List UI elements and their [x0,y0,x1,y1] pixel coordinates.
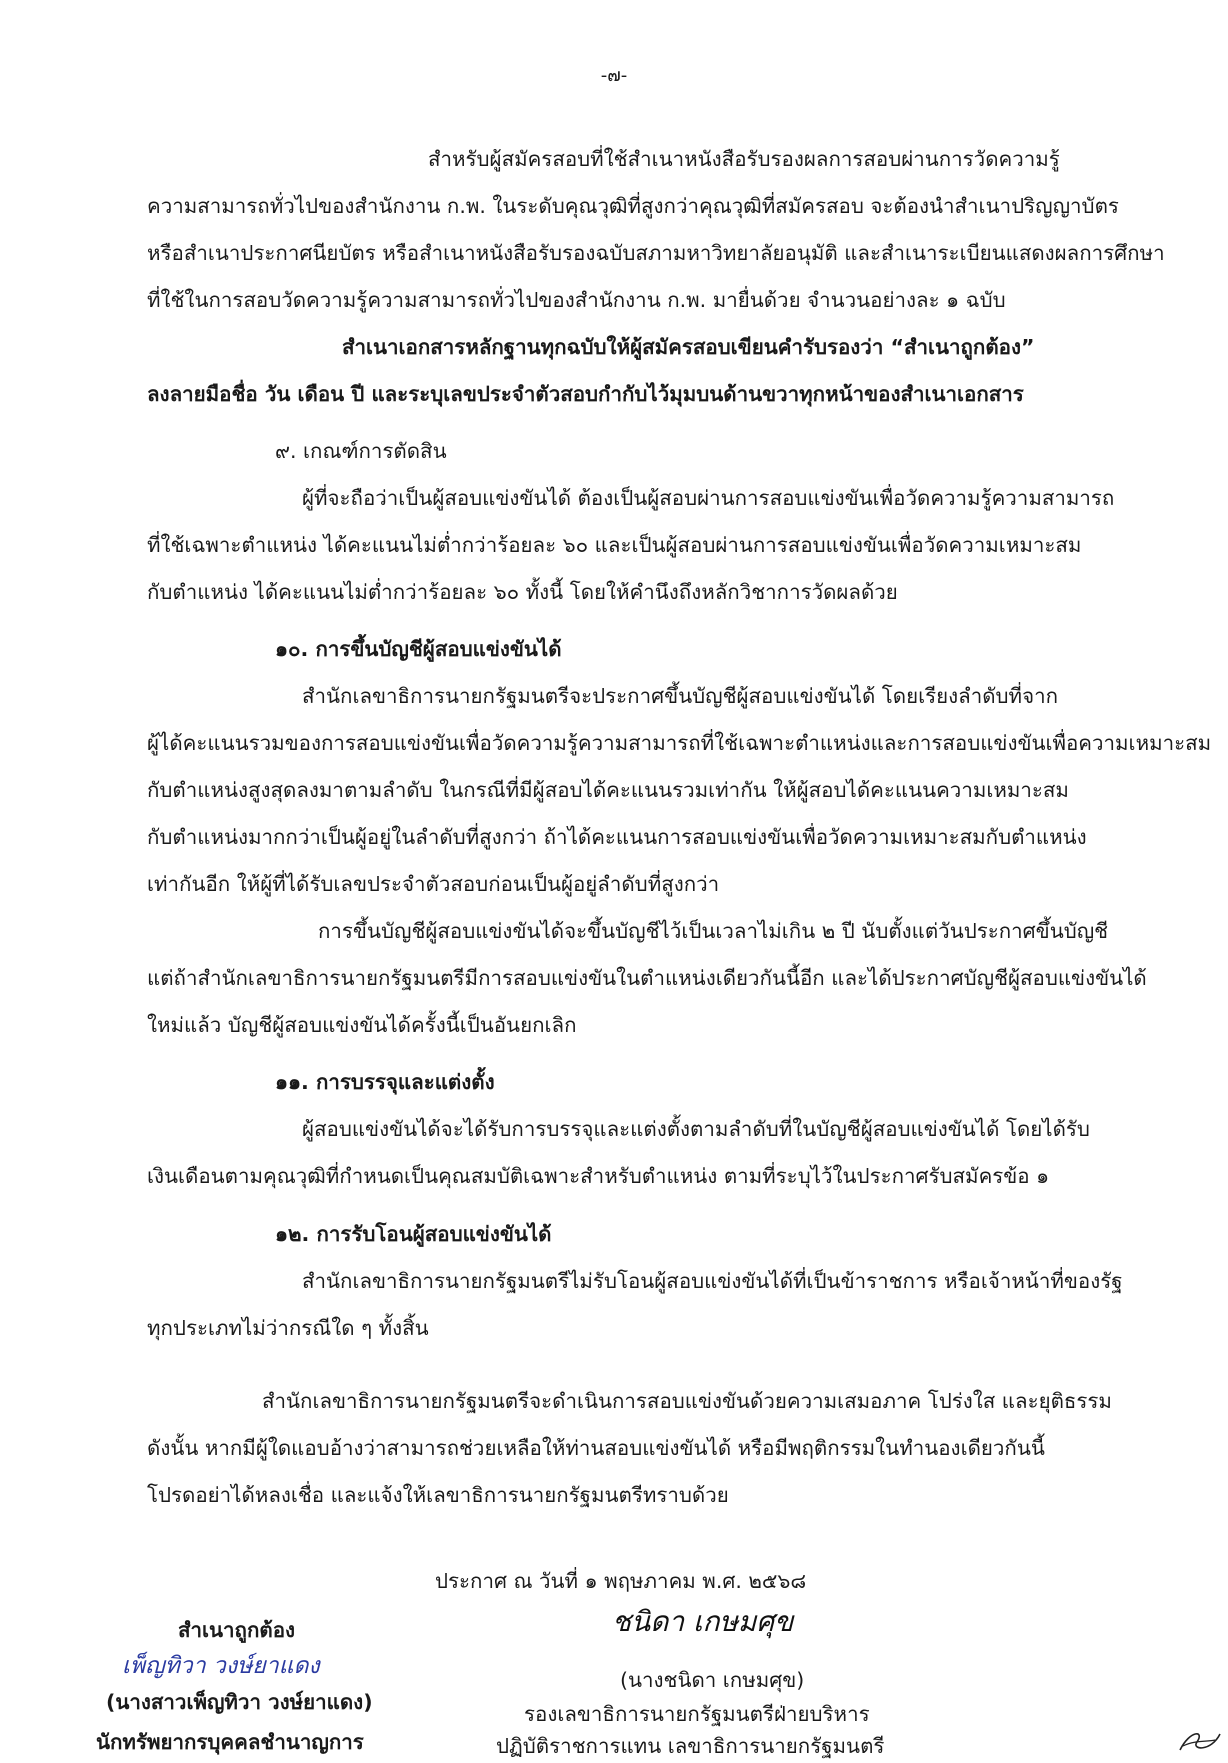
section11-heading: ๑๑. การบรรจุและแต่งตั้ง [275,1070,495,1094]
signatory-position-1: รองเลขาธิการนายกรัฐมนตรีฝ่ายบริหาร [524,1702,870,1726]
section10-heading: ๑๐. การขึ้นบัญชีผู้สอบแข่งขันได้ [275,637,562,661]
certified-copy-signature: เพ็ญทิวา วงษ์ยาแดง [122,1653,320,1679]
closing-line-3: โปรดอย่าได้หลงเชื่อ และแจ้งให้เลขาธิการนายกรัฐมนตรีทราบด้วย [147,1483,729,1507]
section9-line-2: ที่ใช้เฉพาะตำแหน่ง ได้คะแนนไม่ต่ำกว่าร้อยละ ๖๐ และเป็นผู้สอบผ่านการสอบแข่งขันเพื่อวัดความเหมาะสม [147,533,1082,557]
page-number: -๗- [600,65,628,86]
certify-line-2: ลงลายมือชื่อ วัน เดือน ปี และระบุเลขประจำตัวสอบกำกับไว้มุมบนด้านขวาทุกหน้าของสำเนาเอกสาร [147,382,1024,406]
section10-p1-line-2: ผู้ได้คะแนนรวมของการสอบแข่งขันเพื่อวัดความรู้ความสามารถที่ใช้เฉพาะตำแหน่งและการสอบแข่งขันเพื่อความเหมาะสม [147,731,1212,755]
signatory-signature: ชนิดา เกษมศุข [612,1605,794,1638]
certify-line-1: สำเนาเอกสารหลักฐานทุกฉบับให้ผู้สมัครสอบเขียนคำรับรองว่า “สำเนาถูกต้อง” [342,335,1035,359]
section10-p2-line-3: ใหม่แล้ว บัญชีผู้สอบแข่งขันได้ครั้งนี้เป็นอันยกเลิก [147,1013,577,1037]
intro-line-2: ความสามารถทั่วไปของสำนักงาน ก.พ. ในระดับคุณวุฒิที่สูงกว่าคุณวุฒิที่สมัครสอบ จะต้องนำสำเนาปริญญาบัตร [147,194,1119,218]
section10-p2-line-2: แต่ถ้าสำนักเลขาธิการนายกรัฐมนตรีมีการสอบแข่งขันในตำแหน่งเดียวกันนี้อีก และได้ประกาศบัญชีผู้สอบแข่งขันได้ [147,966,1147,990]
section9-heading: ๙. เกณฑ์การตัดสิน [275,439,447,463]
announcement-date: ประกาศ ณ วันที่ ๑ พฤษภาคม พ.ศ. ๒๕๖๘ [435,1569,807,1593]
intro-line-3: หรือสำเนาประกาศนียบัตร หรือสำเนาหนังสือรับรองฉบับสภามหาวิทยาลัยอนุมัติ และสำเนาระเบียนแสดงผลการศึกษา [147,241,1165,265]
section12-line-2: ทุกประเภทไม่ว่ากรณีใด ๆ ทั้งสิ้น [147,1316,429,1340]
section10-p1-line-4: กับตำแหน่งมากกว่าเป็นผู้อยู่ในลำดับที่สูงกว่า ถ้าได้คะแนนการสอบแข่งขันเพื่อวัดความเหมาะสมกับตำแหน่ง [147,825,1087,849]
signatory-name: (นางชนิดา เกษมศุข) [620,1668,805,1692]
section10-p2-line-1: การขึ้นบัญชีผู้สอบแข่งขันได้จะขึ้นบัญชีไว้เป็นเวลาไม่เกิน ๒ ปี นับตั้งแต่วันประกาศขึ้นบัญชี [318,919,1109,943]
section10-p1-line-1: สำนักเลขาธิการนายกรัฐมนตรีจะประกาศขึ้นบัญชีผู้สอบแข่งขันได้ โดยเรียงลำดับที่จาก [302,684,1058,708]
certified-copy-label: สำเนาถูกต้อง [178,1618,296,1642]
initials-mark-icon [1175,1728,1225,1756]
closing-line-2: ดังนั้น หากมีผู้ใดแอบอ้างว่าสามารถช่วยเหลือให้ท่านสอบแข่งขันได้ หรือมีพฤติกรรมในทำนองเดียวกันนี้ [147,1436,1045,1460]
section11-line-2: เงินเดือนตามคุณวุฒิที่กำหนดเป็นคุณสมบัติเฉพาะสำหรับตำแหน่ง ตามที่ระบุไว้ในประกาศรับสมัครข้อ ๑ [147,1164,1050,1188]
signatory-position-2: ปฏิบัติราชการแทน เลขาธิการนายกรัฐมนตรี [496,1734,885,1758]
section9-line-3: กับตำแหน่ง ได้คะแนนไม่ต่ำกว่าร้อยละ ๖๐ ทั้งนี้ โดยให้คำนึงถึงหลักวิชาการวัดผลด้วย [147,580,898,604]
section11-line-1: ผู้สอบแข่งขันได้จะได้รับการบรรจุและแต่งตั้งตามลำดับที่ในบัญชีผู้สอบแข่งขันได้ โดยได้รับ [302,1117,1090,1141]
intro-line-1: สำหรับผู้สมัครสอบที่ใช้สำเนาหนังสือรับรองผลการสอบผ่านการวัดความรู้ [428,147,1060,171]
section12-heading: ๑๒. การรับโอนผู้สอบแข่งขันได้ [275,1222,552,1246]
section10-p1-line-5: เท่ากันอีก ให้ผู้ที่ได้รับเลขประจำตัวสอบก่อนเป็นผู้อยู่ลำดับที่สูงกว่า [147,872,720,896]
section10-p1-line-3: กับตำแหน่งสูงสุดลงมาตามลำดับ ในกรณีที่มีผู้สอบได้คะแนนรวมเท่ากัน ให้ผู้สอบได้คะแนนความเหมาะสม [147,778,1069,802]
section12-line-1: สำนักเลขาธิการนายกรัฐมนตรีไม่รับโอนผู้สอบแข่งขันได้ที่เป็นข้าราชการ หรือเจ้าหน้าที่ของรัฐ [302,1269,1123,1293]
certified-copy-position: นักทรัพยากรบุคคลชำนาญการ [96,1730,364,1754]
closing-line-1: สำนักเลขาธิการนายกรัฐมนตรีจะดำเนินการสอบแข่งขันด้วยความเสมอภาค โปร่งใส และยุติธรรม [262,1389,1112,1413]
section9-line-1: ผู้ที่จะถือว่าเป็นผู้สอบแข่งขันได้ ต้องเป็นผู้สอบผ่านการสอบแข่งขันเพื่อวัดความรู้ความสามารถ [302,486,1115,510]
certified-copy-name: (นางสาวเพ็ญทิวา วงษ์ยาแดง) [106,1690,373,1714]
intro-line-4: ที่ใช้ในการสอบวัดความรู้ความสามารถทั่วไปของสำนักงาน ก.พ. มายื่นด้วย จำนวนอย่างละ ๑ ฉบับ [147,288,1006,312]
